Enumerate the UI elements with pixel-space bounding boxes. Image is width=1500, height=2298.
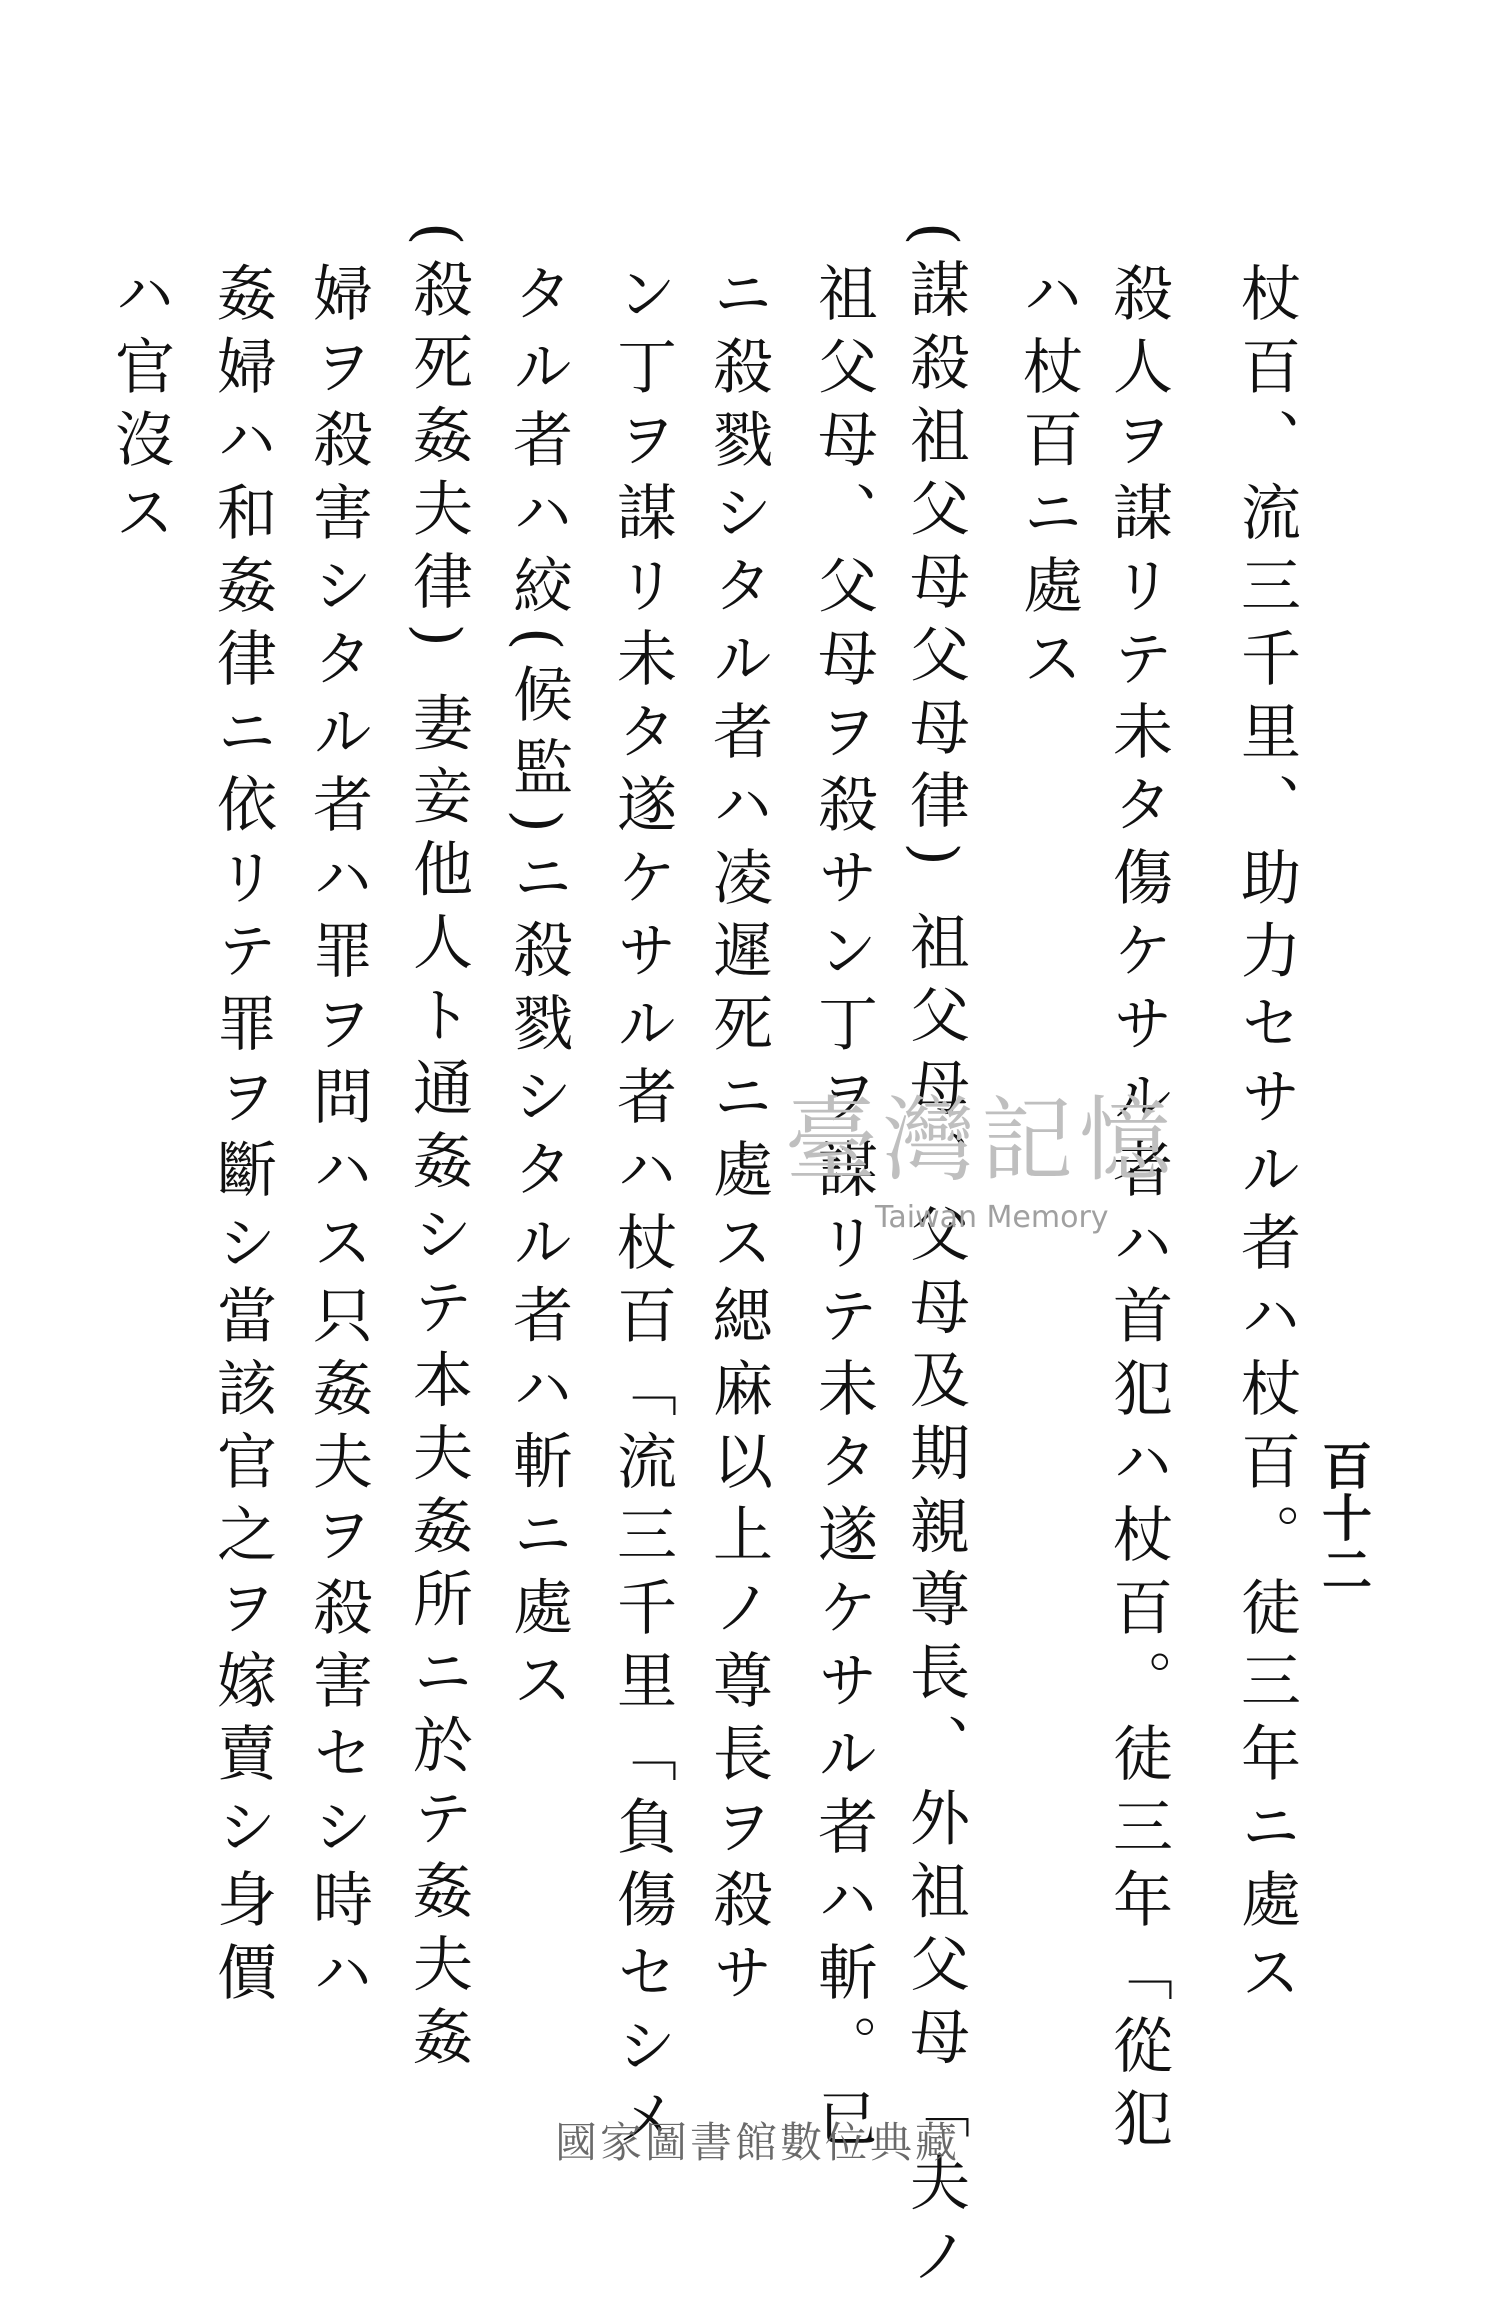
text-column-12: ハ官沒ス <box>105 262 175 554</box>
text-column-9: (殺死姦夫律) 妻妾他人ト通姦シテ本夫姦所ニ於テ姦夫姦 <box>403 222 473 2079</box>
watermark-logo: 臺灣記憶 <box>785 1087 1178 1194</box>
text-column-5: 祖父母、父母ヲ殺サン丁ヲ謀リテ未タ遂ケサル者ハ斬。已 <box>808 262 878 2160</box>
text-column-4: (謀殺祖父母父母律) 祖父母、父母及期親尊長、外祖父母「夫ノ <box>900 222 970 2298</box>
text-column-6: ニ殺戮シタル者ハ凌遲死ニ處ス緦麻以上ノ尊長ヲ殺サ <box>703 262 773 2014</box>
page-number: 百十二 <box>1314 1440 1373 1596</box>
text-column-1: 杖百、流三千里、助力セサル者ハ杖百。徒三年ニ處ス <box>1231 262 1301 2014</box>
text-column-7: ン丁ヲ謀リ未タ遂ケサル者ハ杖百「流三千里「負傷セシメ <box>607 262 677 2160</box>
text-column-2: 殺人ヲ謀リテ未タ傷ケサル者ハ首犯ハ杖百。徒三年「從犯 <box>1103 262 1173 2160</box>
text-column-3: ハ杖百ニ處ス <box>1013 262 1083 700</box>
footer-credit: 國家圖書館數位典藏 <box>555 2118 961 2167</box>
text-column-8: タル者ハ絞(候監)ニ殺戮シタル者ハ斬ニ處ス <box>503 262 573 1722</box>
watermark-logo-subtitle: Taiwan Memory <box>875 1200 1109 1235</box>
text-column-11: 姦婦ハ和姦律ニ依リテ罪ヲ斷シ當該官之ヲ嫁賣シ身價 <box>207 262 277 2014</box>
text-column-10: 婦ヲ殺害シタル者ハ罪ヲ問ハス只姦夫ヲ殺害セシ時ハ <box>303 262 373 2014</box>
